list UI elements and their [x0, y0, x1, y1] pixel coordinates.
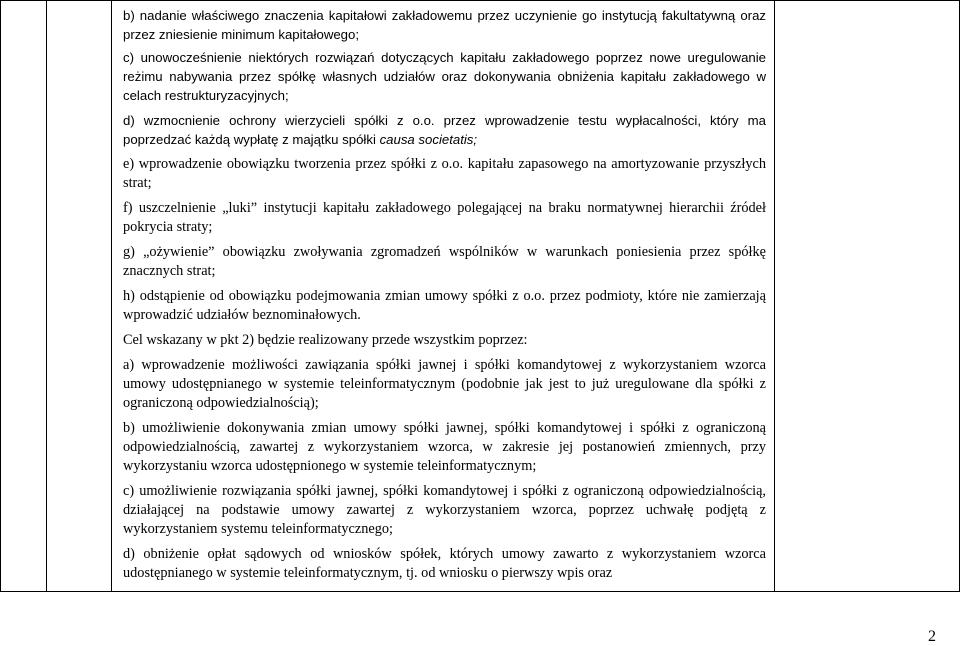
list-item-b: b) nadanie właściwego znaczenia kapitałowi zakładowemu przez uczynienie go instytucją fakultatywną oraz przez zniesienie minimum kapitałowego;: [123, 8, 766, 42]
list-item-g: g) „ożywienie” obowiązku zwoływania zgromadzeń wspólników w warunkach poniesienia przez spółkę znacznych strat;: [123, 244, 766, 279]
table-bottom-border: [0, 591, 960, 592]
list-item-b2: b) umożliwienie dokonywania zmian umowy spółki jawnej, spółki komandytowej i spółki z ograniczoną odpowiedzialnością, zawartej z wykorzystaniem wzorca, w zakresie jej postanowień zmiennych, przy wykorzystaniu wzorca udostępnionego w systemie teleinformatycznym;: [123, 420, 766, 474]
column-divider-2: [46, 0, 47, 592]
column-divider-4: [774, 0, 775, 592]
column-divider-1: [0, 0, 1, 592]
list-item-d: [123, 111, 766, 149]
list-item-f: f) uszczelnienie „luki” instytucji kapitału zakładowego polegającej na braku normatywnej hierarchii źródeł pokrycia straty;: [123, 200, 766, 235]
list-item-d-text: d) wzmocnienie ochrony wierzycieli spółki z o.o. przez wprowadzenie testu wypłacalności, który ma poprzedzać każdą wypłatę z majątku spółki: [123, 113, 766, 147]
page-number: 2: [928, 628, 936, 645]
list-item-c2: c) umożliwienie rozwiązania spółki jawnej, spółki komandytowej i spółki z ograniczoną odpowiedzialnością, działającej na podstawie umowy zawartej z wykorzystaniem wzorca, poprzez uchwałę podjętą z wykorzystaniem systemu teleinformatycznego;: [123, 483, 766, 537]
list-item-a2: a) wprowadzenie możliwości zawiązania spółki jawnej i spółki komandytowej z wykorzystaniem wzorca umowy udostępnianego w systemie teleinformatycznym (podobnie jak jest to już uregulowane dla spółki z ograniczoną odpowiedzialnością);: [123, 357, 766, 411]
list-item-c: c) unowocześnienie niektórych rozwiązań dotyczących kapitału zakładowego poprzez nowe uregulowanie reżimu nabywania przez spółkę własnych udziałów oraz dokonywania obniżenia kapitału zakładowego w celach restrukturyzacyjnych;: [123, 50, 766, 103]
column-divider-3: [111, 0, 112, 592]
list-item-e: e) wprowadzenie obowiązku tworzenia przez spółki z o.o. kapitału zapasowego na amortyzowanie przyszłych strat;: [123, 156, 766, 191]
list-item-d2: d) obniżenie opłat sądowych od wniosków spółek, których umowy zawarto z wykorzystaniem wzorca udostępnianego w systemie teleinformatycznym, tj. od wniosku o pierwszy wpis oraz: [123, 546, 766, 581]
list-item-h: h) odstąpienie od obowiązku podejmowania zmian umowy spółki z o.o. przez podmioty, które nie zamierzają wprowadzić udziałów beznominałowych.: [123, 288, 766, 323]
list-item-d-italic: causa societatis;: [379, 132, 478, 147]
main-text-cell: [123, 6, 766, 583]
section-intro: Cel wskazany w pkt 2) będzie realizowany przede wszystkim poprzez:: [123, 332, 528, 348]
table-top-border: [0, 0, 960, 1]
